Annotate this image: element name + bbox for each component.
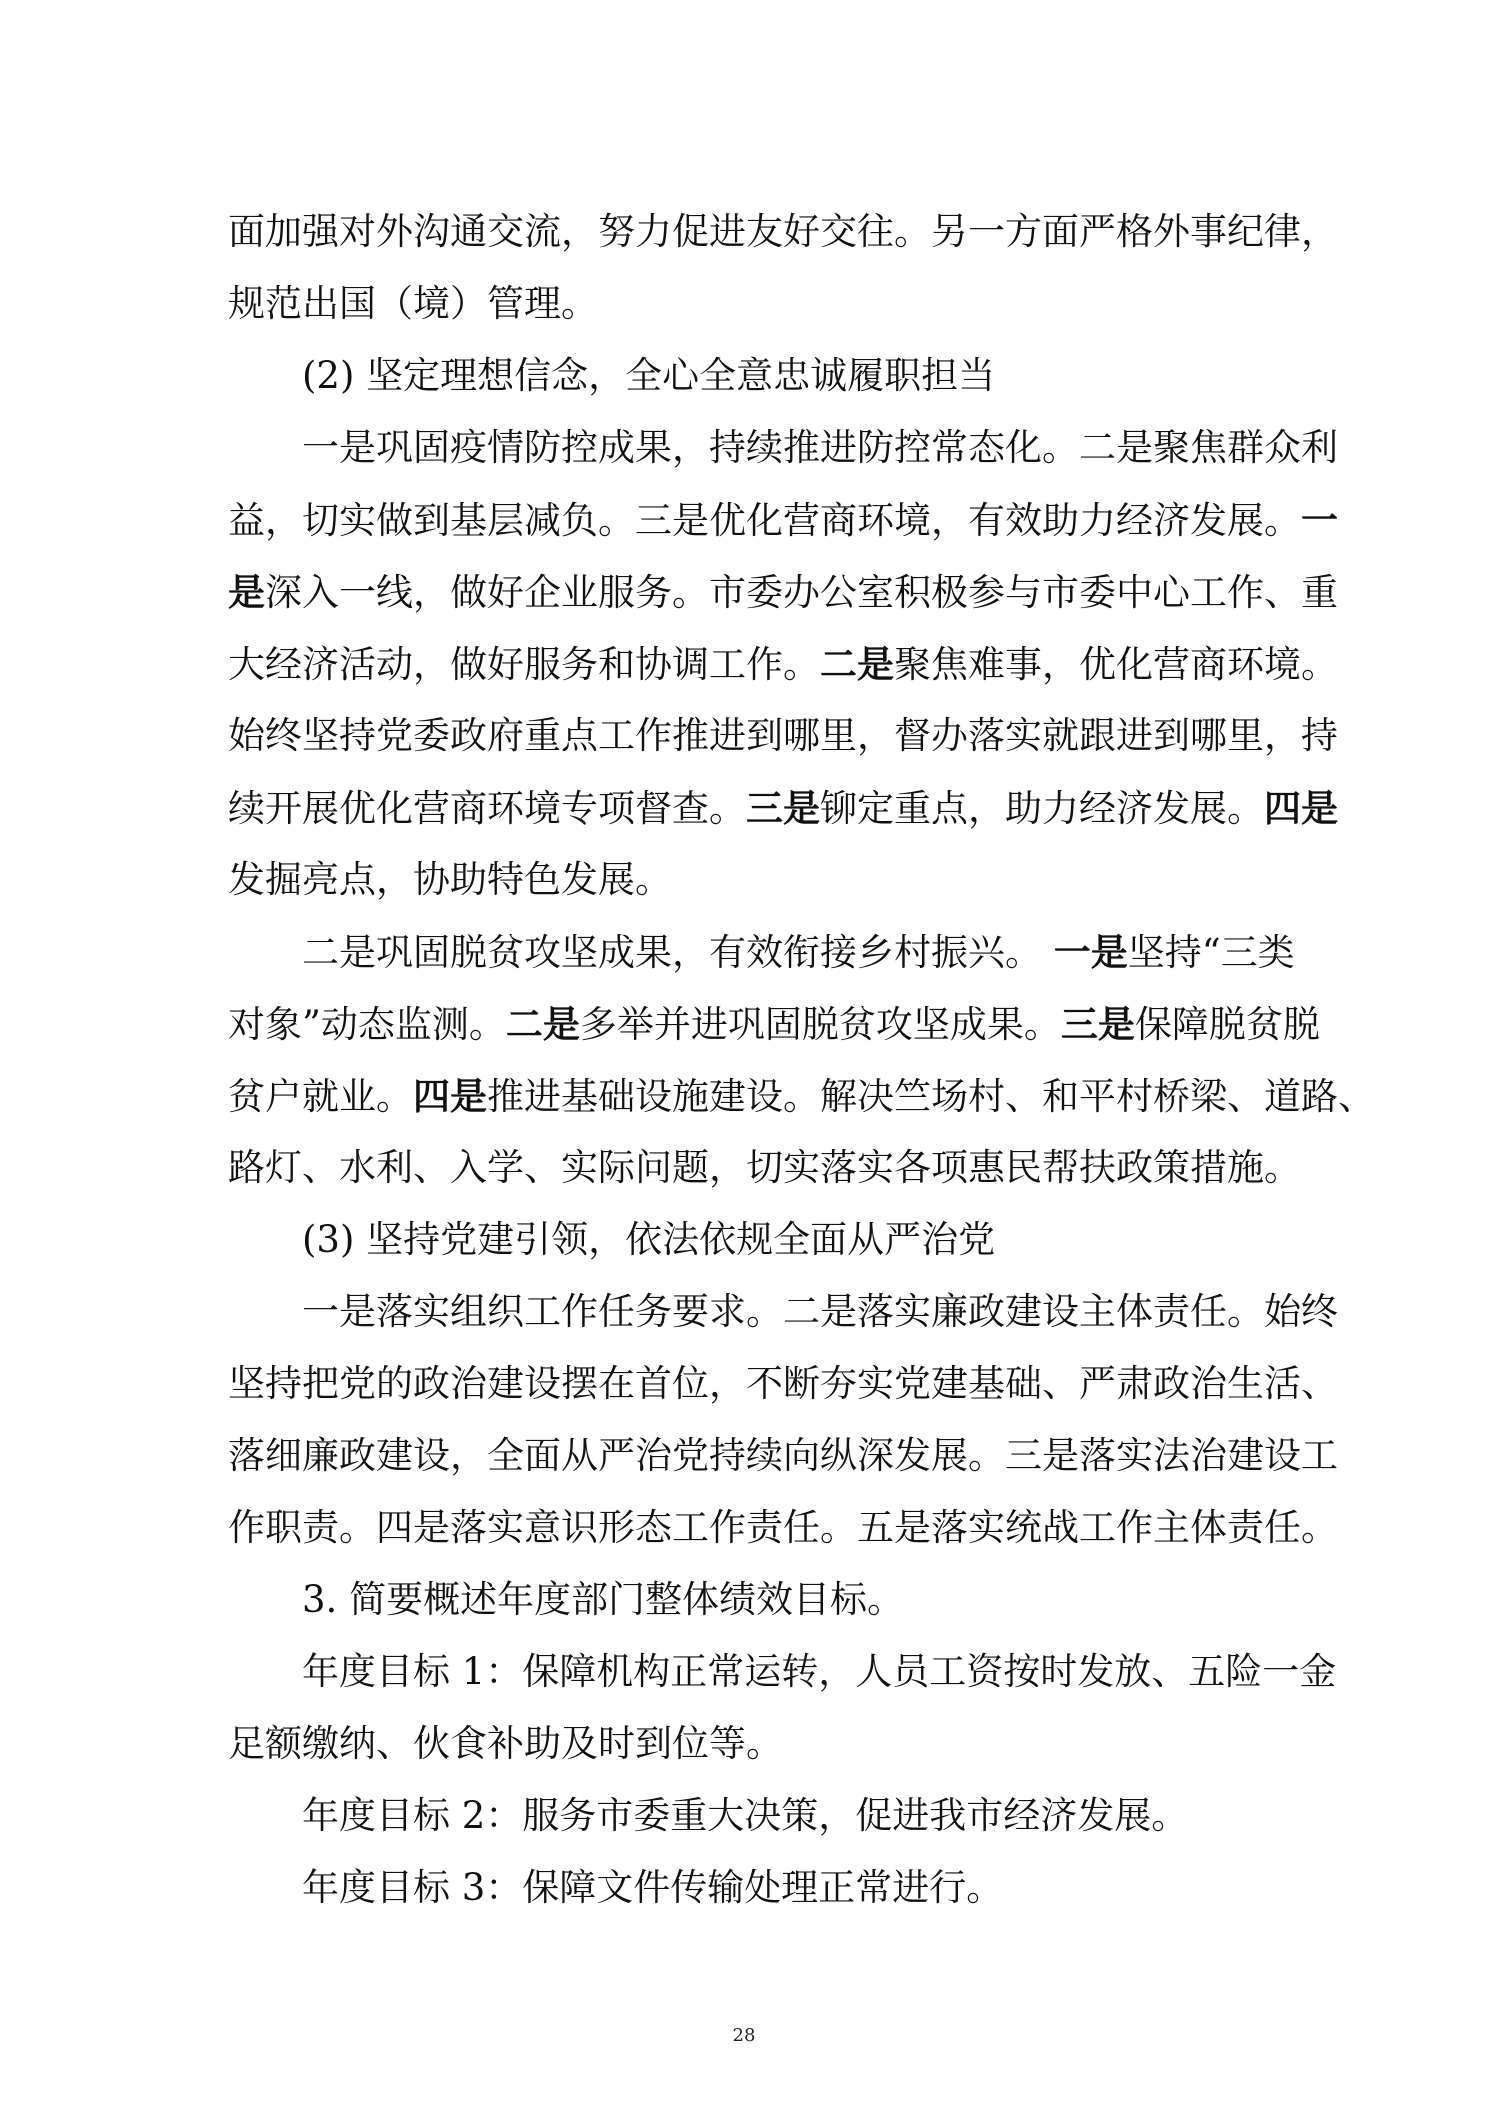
goal-line	[228, 1636, 1337, 1708]
text-run: 年度目标 3：保障文件传输处理正常进行。	[302, 1866, 1004, 1909]
bold-marker: 三是	[746, 786, 820, 830]
text-run: 年度目标 1：保障机构正常运转，人员工资按时发放、五险一金	[302, 1650, 1337, 1693]
text-run: 一是巩固疫情防控成果，持续推进防控常态化。二是聚焦群众利	[302, 426, 1338, 469]
bold-marker: 二是	[505, 1002, 580, 1046]
paragraph-line	[228, 916, 1295, 988]
text-run: 坚持把党的政治建设摆在首位，不断夯实党建基础、严肃政治生活、	[228, 1362, 1338, 1405]
text-run: 对象”动态监测。	[228, 1003, 506, 1046]
bold-marker: 四是	[413, 1074, 487, 1118]
bold-marker: 一	[1301, 498, 1338, 542]
paragraph-line	[228, 1132, 1301, 1204]
paragraph-line	[228, 1420, 1338, 1492]
text-run: 益，切实做到基层减负。三是优化营商环境，有效助力经济发展。	[228, 499, 1301, 542]
text-run: 保障脱贫脱	[1134, 1003, 1320, 1046]
text-run: 大经济活动，做好服务和协调工作。	[228, 643, 820, 686]
text-run: 年度目标 2：服务市委重大决策，促进我市经济发展。	[302, 1794, 1189, 1837]
section-heading-3	[228, 1204, 1260, 1276]
text-run: 深入一线，做好企业服务。市委办公室积极参与市委中心工作、重	[265, 571, 1338, 614]
goal-line	[228, 1852, 1260, 1924]
bold-marker: 二是	[820, 642, 894, 686]
section-heading-2	[228, 340, 1260, 412]
heading-text: (2) 坚定理想信念，全心全意忠诚履职担当	[302, 354, 996, 397]
text-run: 始终坚持党委政府重点工作推进到哪里，督办落实就跟进到哪里，持	[228, 714, 1338, 757]
goal-line	[228, 1780, 1260, 1852]
text-run: 多举并进巩固脱贫攻坚成果。	[579, 1003, 1061, 1046]
paragraph-line	[228, 1492, 1338, 1564]
paragraph-line	[228, 484, 1338, 556]
text-run: 路灯、水利、入学、实际问题，切实落实各项惠民帮扶政策措施。	[228, 1146, 1301, 1189]
text-run: 发掘亮点，协助特色发展。	[228, 858, 672, 901]
paragraph-line	[228, 628, 1338, 700]
page-number: 28	[732, 2025, 756, 2046]
goal-line	[228, 1708, 1260, 1780]
text-run: 落细廉政建设，全面从严治党持续向纵深发展。三是落实法治建设工	[228, 1434, 1338, 1477]
paragraph-line	[228, 1276, 1338, 1348]
paragraph-line	[228, 412, 1338, 484]
bold-marker: 一是	[1053, 930, 1128, 974]
paragraph-line	[228, 988, 1320, 1060]
text-run: 贫户就业。	[228, 1075, 413, 1118]
paragraph-line	[228, 556, 1338, 628]
paragraph-line	[228, 196, 1338, 268]
paragraph-line	[228, 268, 1260, 340]
text-run: 坚持“三类	[1127, 931, 1295, 974]
bold-marker: 四是	[1264, 786, 1338, 830]
text-run: 推进基础设施建设。解决竺场村、和平村桥梁、道路、	[487, 1075, 1375, 1118]
paragraph-line	[228, 700, 1338, 772]
paragraph-line	[228, 1060, 1375, 1132]
text-run: 规范出国（境）管理。	[228, 282, 598, 325]
text-run: 二是巩固脱贫攻坚成果，有效衔接乡村振兴。	[302, 931, 1054, 974]
text-run: 聚焦难事，优化营商环境。	[894, 643, 1338, 686]
text-run: 续开展优化营商环境专项督查。	[228, 787, 746, 830]
document-body	[228, 196, 1375, 1924]
text-run: 面加强对外沟通交流，努力促进友好交往。另一方面严格外事纪律，	[228, 210, 1338, 253]
bold-marker: 是	[228, 570, 265, 614]
bold-marker: 三是	[1060, 1002, 1135, 1046]
heading-text: (3) 坚持党建引领，依法依规全面从严治党	[302, 1218, 996, 1261]
text-run: 铆定重点，助力经济发展。	[820, 787, 1264, 830]
text-run: 足额缴纳、伙食补助及时到位等。	[228, 1722, 783, 1765]
heading-text: 3. 简要概述年度部门整体绩效目标。	[302, 1578, 905, 1621]
paragraph-line	[228, 844, 1260, 916]
paragraph-line	[228, 772, 1338, 844]
text-run: 一是落实组织工作任务要求。二是落实廉政建设主体责任。始终	[302, 1290, 1338, 1333]
paragraph-line	[228, 1348, 1338, 1420]
text-run: 作职责。四是落实意识形态工作责任。五是落实统战工作主体责任。	[228, 1506, 1338, 1549]
section-heading-numbered	[228, 1564, 1260, 1636]
